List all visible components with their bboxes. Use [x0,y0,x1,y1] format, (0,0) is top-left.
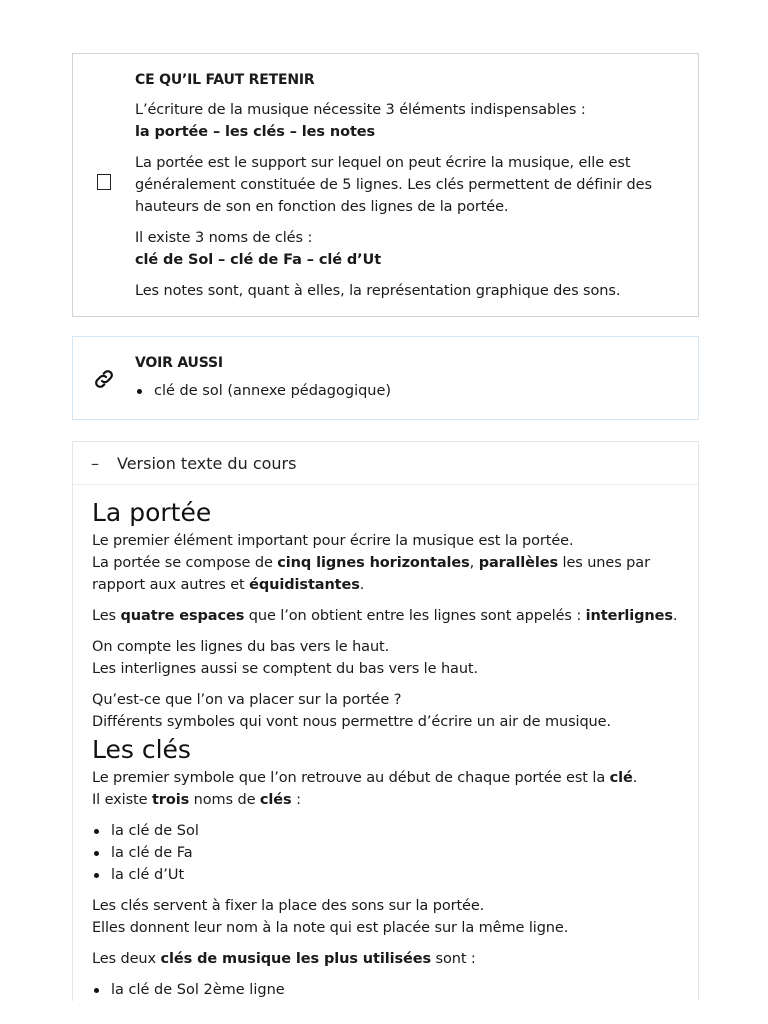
course-text: Les interlignes aussi se comptent du bas vers le haut. [92,661,479,677]
course-bold-text: trois [151,792,190,808]
course-bold-text: quatre espaces [120,608,245,624]
section-heading-cles: Les clés [92,735,191,764]
retenir-bold-text: clé de Sol – clé de Fa – clé d’Ut [135,252,382,268]
retenir-content [135,71,668,302]
course-text: Il existe [92,792,152,808]
course-text: : [291,792,301,808]
retenir-title: CE QU’IL FAUT RETENIR [135,72,315,88]
course-text: Qu’est-ce que l’on va placer sur la portée ? [92,692,402,708]
course-bold-text: interlignes [585,608,673,624]
course-text: Elles donnent leur nom à la note qui est placée sur la même ligne. [92,920,569,936]
course-text: . [672,608,678,624]
retenir-text: Il existe 3 noms de clés : [135,230,313,246]
voir-aussi-list [135,380,668,402]
version-texte-label[interactable]: Version texte du cours [117,453,297,473]
course-content [92,498,680,1001]
course-text: Différents symboles qui vont nous permettre d’écrire un air de musique. [92,714,611,730]
course-text: . [359,577,365,593]
list-item: la clé de Fa [92,842,680,864]
retenir-paragraph [135,227,668,271]
cles-list [92,820,680,886]
course-text: les unes par rapport aux autres et [92,555,650,593]
link-icon [92,367,116,391]
retenir-bold-text: la portée – les clés – les notes [135,124,376,140]
course-text: Le premier symbole que l’on retrouve au début de chaque portée est la [92,770,610,786]
course-text: que l’on obtient entre les lignes sont appelés : [244,608,586,624]
collapse-icon[interactable]: – [91,453,99,473]
retenir-paragraph: La portée est le support sur lequel on peut écrire la musique, elle est généralement constituée de 5 lignes. Les clés permettent de définir des hauteurs de son en fonction des lignes de la portée. [135,155,652,215]
retenir-paragraph: Les notes sont, quant à elles, la représentation graphique des sons. [135,283,621,299]
course-bold-text: clés de musique les plus utilisées [160,951,432,967]
course-text: , [469,555,479,571]
course-bold-text: clé [609,770,633,786]
course-bold-text: parallèles [478,555,558,571]
course-paragraph [92,948,680,970]
course-text: Les deux [92,951,161,967]
missing-glyph-icon [97,174,111,190]
course-bold-text: équidistantes [249,577,360,593]
version-texte-panel [72,441,699,1001]
course-text: sont : [431,951,476,967]
retenir-text: L’écriture de la musique nécessite 3 éléments indispensables : [135,102,586,118]
list-item: la clé d’Ut [92,864,680,886]
course-paragraph [92,530,680,596]
voir-aussi-title: VOIR AUSSI [135,355,223,371]
retenir-paragraph [135,99,668,143]
course-text: Les clés servent à fixer la place des sons sur la portée. [92,898,485,914]
voir-aussi-box [72,336,699,420]
course-bold-text: clés [259,792,292,808]
version-texte-toggle[interactable] [73,442,698,485]
course-paragraph [92,767,680,811]
course-paragraph [92,895,680,939]
course-paragraph [92,636,680,680]
course-paragraph [92,605,680,627]
voir-aussi-link[interactable]: clé de sol (annexe pédagogique) [135,380,668,402]
list-item: la clé de Sol 2ème ligne [92,979,680,1001]
course-text: On compte les lignes du bas vers le haut. [92,639,390,655]
course-text: . [632,770,638,786]
course-text: noms de [189,792,260,808]
cles-list-2 [92,979,680,1001]
course-bold-text: cinq lignes horizontales [277,555,470,571]
course-text: La portée se compose de [92,555,278,571]
course-text: Les [92,608,121,624]
course-paragraph [92,689,680,733]
list-item: la clé de Sol [92,820,680,842]
course-text: Le premier élément important pour écrire la musique est la portée. [92,533,574,549]
retenir-box [72,53,699,317]
section-heading-portee: La portée [92,498,212,527]
voir-aussi-content [135,354,668,402]
